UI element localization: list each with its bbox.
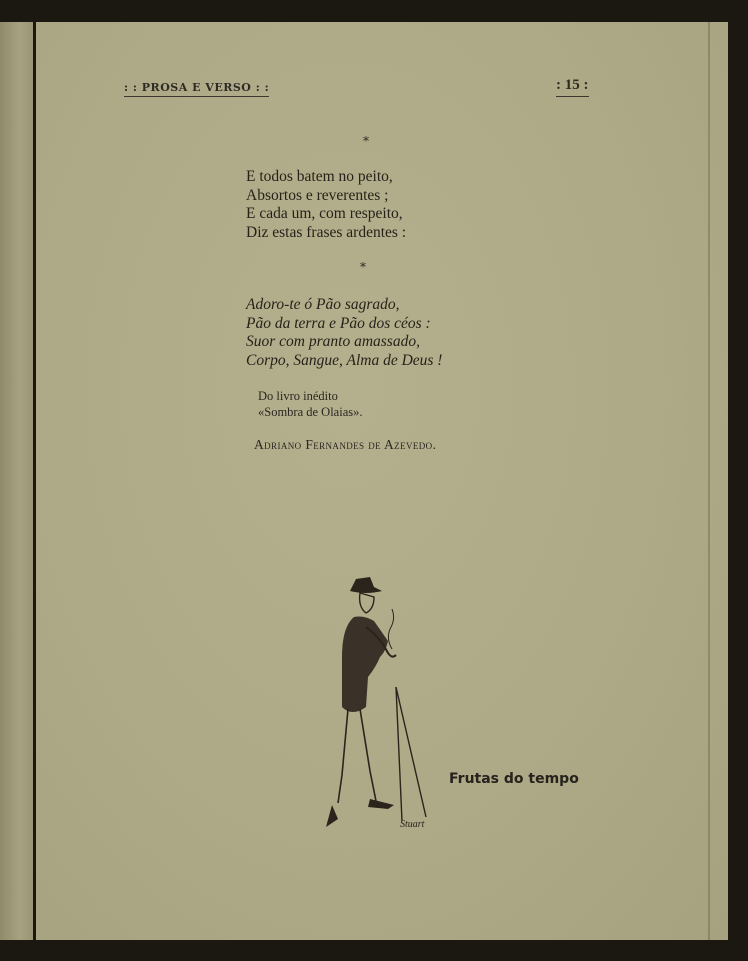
author-signature: Adriano Fernandes de Azevedo. <box>254 437 437 452</box>
poem-line: Pão da terra e Pão dos céos : <box>246 314 431 332</box>
separator-star: * <box>363 134 369 148</box>
poem-stanza-1 <box>246 168 406 242</box>
smoke-shape <box>388 609 393 649</box>
poem-line: Suor com pranto amassado, <box>246 333 420 350</box>
illustration-caption: Frutas do tempo <box>449 771 579 787</box>
head-shape <box>360 593 374 613</box>
poem-stanza-2 <box>246 296 442 370</box>
poem-line: Adoro-te ó Pão sagrado, <box>246 296 400 313</box>
poem-line: E todos batem no peito, <box>246 168 393 185</box>
poem-line: Diz estas frases ardentes : <box>246 223 407 241</box>
previous-page-edge <box>0 22 33 940</box>
separator-star: * <box>360 260 366 274</box>
hat-shape <box>350 577 382 593</box>
source-note <box>258 388 363 420</box>
legs-shape <box>338 709 376 803</box>
illustration-signature: Stuart <box>400 819 425 827</box>
poem-line: E cada um, com respeito, <box>246 205 403 222</box>
coat-shape <box>342 617 388 713</box>
page-number: : 15 : <box>556 77 589 97</box>
running-title: : : PROSA E VERSO : : <box>124 81 269 97</box>
source-note-line: «Sombra de Olaias». <box>258 405 363 419</box>
umbrella-shape <box>396 687 426 821</box>
book-page <box>36 22 728 940</box>
poem-line: Absortos e reverentes ; <box>246 186 389 204</box>
feet-shape <box>326 799 394 827</box>
man-with-umbrella-illustration <box>304 557 434 827</box>
source-note-line: Do livro inédito <box>258 389 338 403</box>
page-fold-shadow <box>708 22 710 940</box>
poem-line: Corpo, Sangue, Alma de Deus ! <box>246 351 443 369</box>
